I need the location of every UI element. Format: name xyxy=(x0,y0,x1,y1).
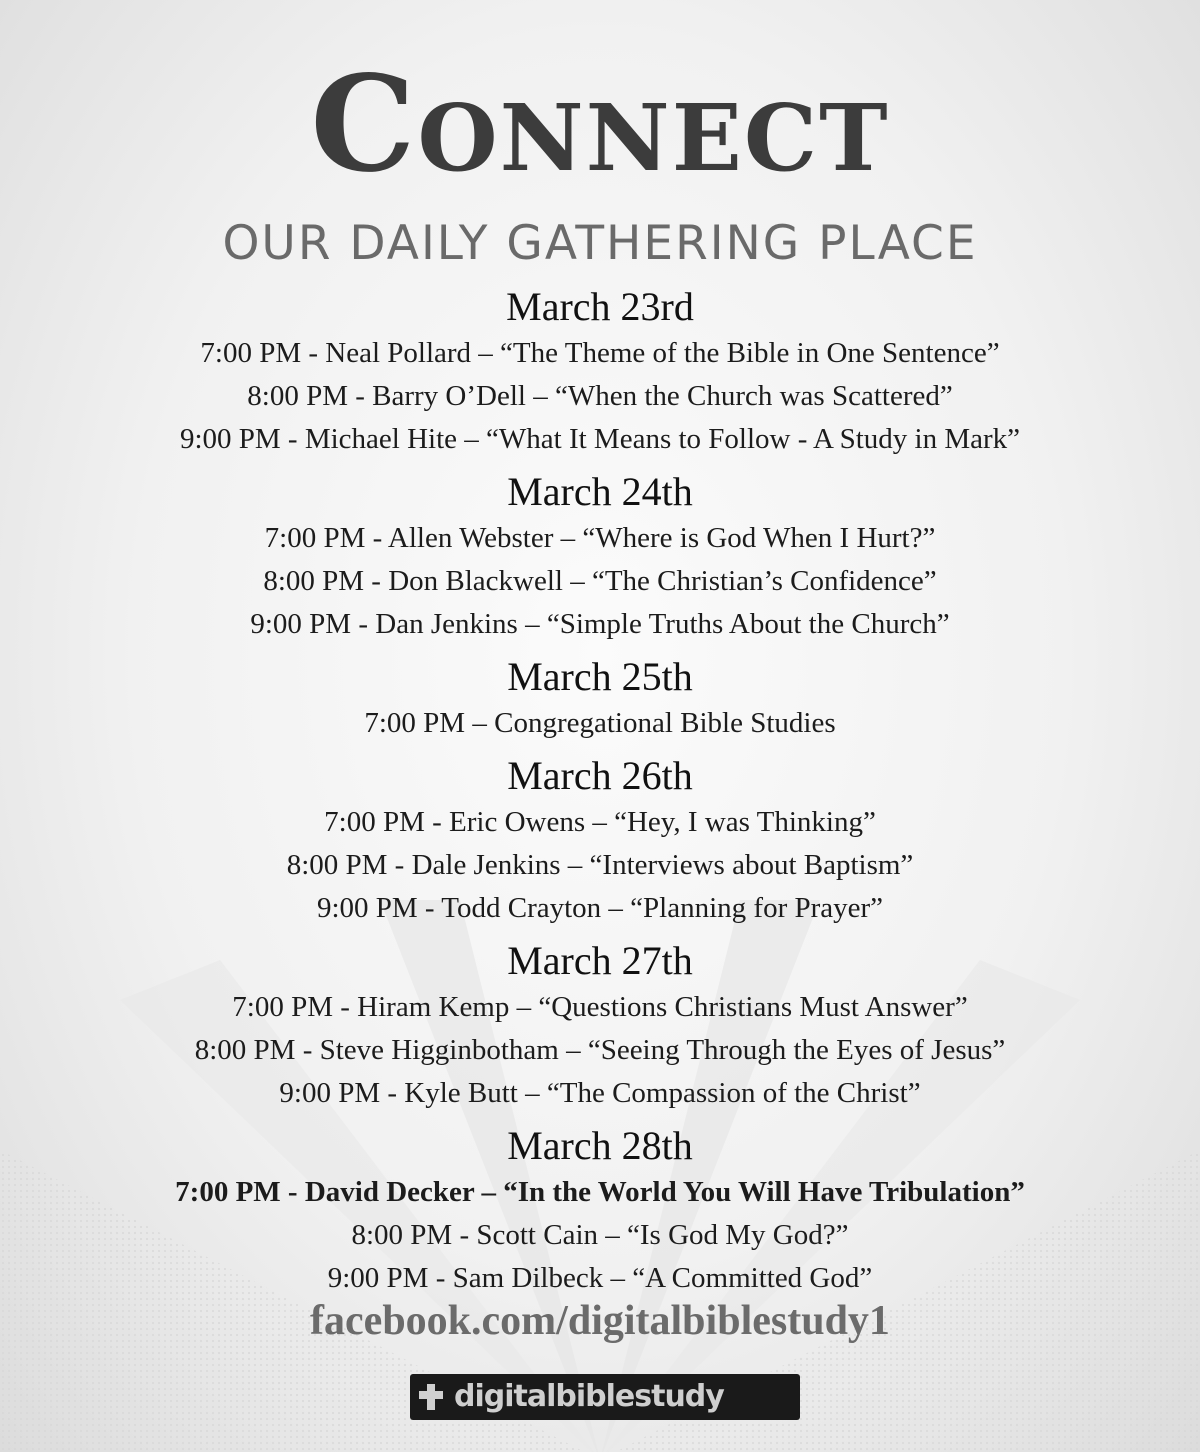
schedule xyxy=(40,282,1160,1300)
day-date: March 28th xyxy=(507,1123,693,1168)
schedule-entry: 7:00 PM - David Decker – “In the World You Will Have Tribulation” xyxy=(175,1176,1025,1208)
day-march-25 xyxy=(40,652,1160,745)
schedule-entry: 7:00 PM – Congregational Bible Studies xyxy=(364,707,836,739)
schedule-entry: 9:00 PM - Todd Crayton – “Planning for Prayer” xyxy=(316,892,884,924)
schedule-entry: 9:00 PM - Michael Hite – “What It Means to Follow - A Study in Mark” xyxy=(179,423,1021,455)
schedule-entry: 7:00 PM - Neal Pollard – “The Theme of the Bible in One Sentence” xyxy=(200,337,1000,369)
schedule-entry: 9:00 PM - Sam Dilbeck – “A Committed God” xyxy=(327,1262,873,1294)
page-title: Connect xyxy=(310,47,890,202)
schedule-entry: 7:00 PM - Allen Webster – “Where is God When I Hurt?” xyxy=(264,522,936,554)
schedule-entry: 8:00 PM - Steve Higginbotham – “Seeing Through the Eyes of Jesus” xyxy=(194,1034,1006,1066)
schedule-entry: 8:00 PM - Scott Cain – “Is God My God?” xyxy=(351,1219,849,1251)
day-march-26 xyxy=(40,751,1160,930)
schedule-entry: 7:00 PM - Eric Owens – “Hey, I was Thinking” xyxy=(324,806,876,838)
schedule-entry: 8:00 PM - Dale Jenkins – “Interviews about Baptism” xyxy=(286,849,914,881)
day-date: March 26th xyxy=(507,753,693,798)
cross-icon xyxy=(416,1382,446,1412)
day-march-27 xyxy=(40,936,1160,1115)
logo-text: digitalbiblestudy xyxy=(454,1379,724,1414)
schedule-entry: 8:00 PM - Don Blackwell – “The Christian’s Confidence” xyxy=(263,565,937,597)
day-march-24 xyxy=(40,467,1160,646)
schedule-entry: 9:00 PM - Dan Jenkins – “Simple Truths About the Church” xyxy=(250,608,950,640)
day-date: March 25th xyxy=(507,654,693,699)
day-date: March 27th xyxy=(507,938,693,983)
schedule-entry: 8:00 PM - Barry O’Dell – “When the Church was Scattered” xyxy=(247,380,953,412)
digitalbiblestudy-logo xyxy=(410,1374,800,1420)
day-march-28 xyxy=(40,1121,1160,1300)
schedule-entry: 7:00 PM - Hiram Kemp – “Questions Christians Must Answer” xyxy=(232,991,968,1023)
page-subtitle: OUR DAILY GATHERING PLACE xyxy=(222,216,978,271)
schedule-entry: 9:00 PM - Kyle Butt – “The Compassion of the Christ” xyxy=(279,1077,921,1109)
day-march-23 xyxy=(40,282,1160,461)
day-date: March 23rd xyxy=(506,284,694,329)
day-date: March 24th xyxy=(507,469,693,514)
facebook-link[interactable]: facebook.com/digitalbiblestudy1 xyxy=(310,1298,890,1344)
